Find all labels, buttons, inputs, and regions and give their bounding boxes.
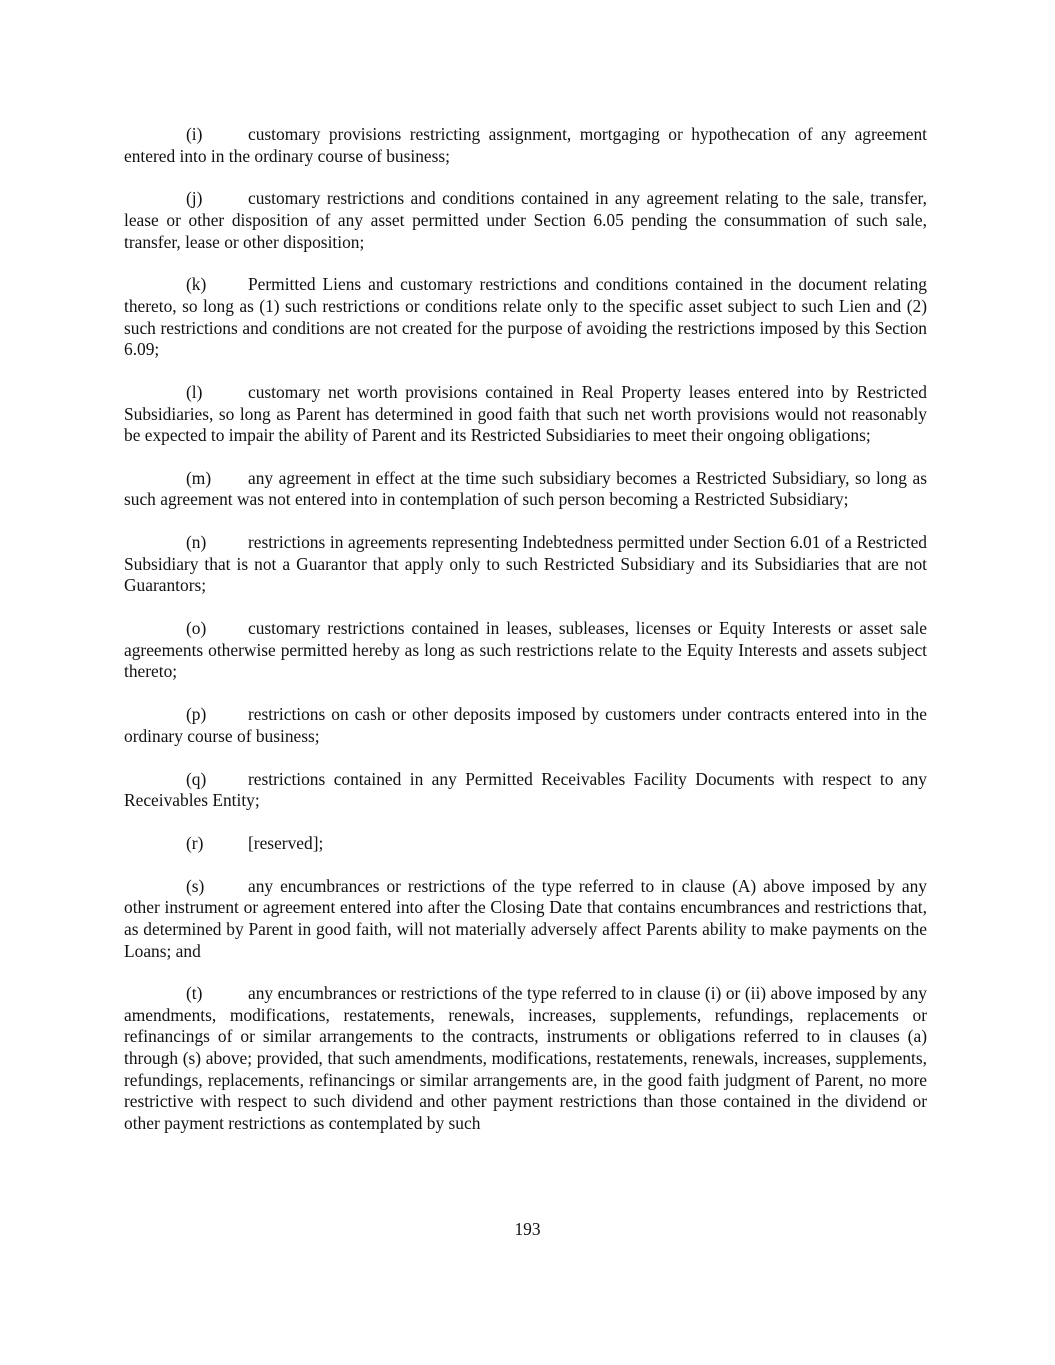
clause-k	[124, 274, 927, 360]
clause-label: (q)	[186, 768, 207, 789]
clause-l	[124, 382, 927, 447]
clause-text: any agreement in effect at the time such subsidiary becomes a Restricted Subsidiary, so long as such agreement was not entered into in contemplation of such person becoming a Restricted Subsidiary;	[124, 467, 927, 510]
clause-s	[124, 876, 927, 962]
clause-label: (r)	[186, 832, 204, 853]
document-page	[124, 124, 927, 1156]
clause-label: (l)	[186, 381, 203, 402]
clause-text: customary net worth provisions contained in Real Property leases entered into by Restricted Subsidiaries, so long as Parent has determined in good faith that such net worth provisions would not reasonably be expected to impair the ability of Parent and its Restricted Subsidiaries to meet their ongoing obligations;	[124, 381, 927, 446]
clause-text: restrictions in agreements representing Indebtedness permitted under Section 6.01 of a Restricted Subsidiary that is not a Guarantor that apply only to such Restricted Subsidiary and its Subsidiaries that are not Guarantors;	[124, 532, 927, 596]
clause-text: [reserved];	[248, 832, 324, 853]
clause-text: Permitted Liens and customary restrictions and conditions contained in the document relating thereto, so long as (1) such restrictions or conditions relate only to the specific asset subject to such Lien and (2) such restrictions and conditions are not created for the purpose of avoiding the restrictions imposed by this Section 6.09;	[124, 274, 927, 360]
clause-n	[124, 532, 927, 597]
clause-text: restrictions on cash or other deposits imposed by customers under contracts entered into in the ordinary course of business;	[124, 704, 927, 746]
clause-label: (n)	[186, 532, 207, 553]
clause-i	[124, 124, 927, 167]
clause-text: any encumbrances or restrictions of the type referred to in clause (i) or (ii) above imposed by any amendments, modifications, restatements, renewals, increases, supplements, refundings, replacements or refinancings of or similar arrangements to the contracts, instruments or obligations referred to in clauses (a) through (s) above; provided, that such amendments, modifications, restatements, renewals, increases, supplements, refundings, replacements, refinancings or similar arrangements are, in the good faith judgment of Parent, no more restrictive with respect to such dividend and other payment restrictions than those contained in the dividend or other payment restrictions as contemplated by such	[124, 983, 927, 1133]
page-number: 193	[514, 1219, 541, 1239]
clause-label: (p)	[186, 704, 207, 725]
clause-label: (t)	[186, 983, 203, 1004]
clause-j	[124, 188, 927, 253]
clause-t	[124, 983, 927, 1134]
clause-text: customary restrictions and conditions contained in any agreement relating to the sale, transfer, lease or other disposition of any asset permitted under Section 6.05 pending the consummation of such sale, transfer, lease or other disposition;	[124, 188, 927, 252]
clause-text: customary restrictions contained in leases, subleases, licenses or Equity Interests or asset sale agreements otherwise permitted hereby as long as such restrictions relate to the Equity Interests and assets subject thereto;	[124, 618, 927, 682]
clause-p	[124, 704, 927, 747]
clause-label: (m)	[186, 467, 212, 488]
clause-label: (s)	[186, 875, 205, 896]
clause-q	[124, 769, 927, 812]
clause-label: (o)	[186, 618, 207, 639]
clause-text: restrictions contained in any Permitted Receivables Facility Documents with respect to any Receivables Entity;	[124, 768, 927, 811]
clause-text: any encumbrances or restrictions of the type referred to in clause (A) above imposed by any other instrument or agreement entered into after the Closing Date that contains encumbrances and restrictions that, as determined by Parent in good faith, will not materially adversely affect Parents ability to make payments on the Loans; and	[124, 875, 927, 961]
clause-o	[124, 618, 927, 683]
clause-r	[124, 833, 927, 855]
clause-label: (k)	[186, 274, 207, 295]
clause-text: customary provisions restricting assignment, mortgaging or hypothecation of any agreement entered into in the ordinary course of business;	[124, 124, 927, 166]
clause-label: (i)	[186, 124, 203, 144]
clause-m	[124, 468, 927, 511]
clause-label: (j)	[186, 188, 203, 209]
